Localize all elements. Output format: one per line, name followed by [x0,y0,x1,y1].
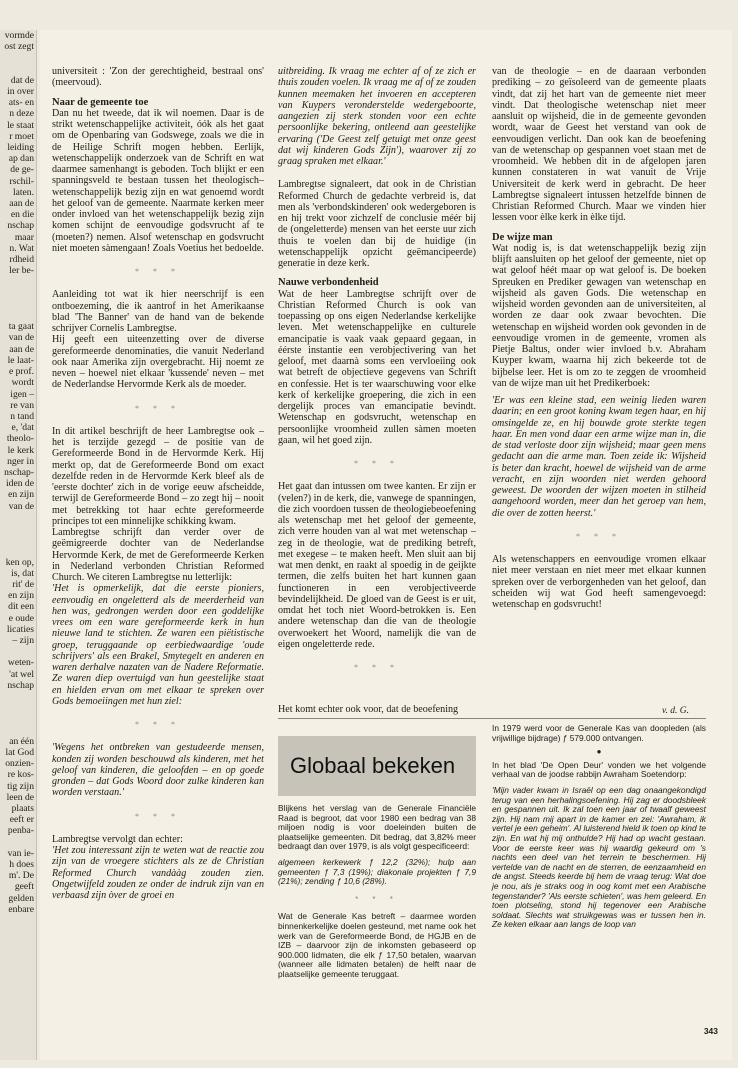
strip-line: 'at wel [9,668,34,680]
author-signature: v. d. G. [662,706,689,716]
strip-line: nger in [7,455,34,467]
strip-line: nschap [7,679,34,691]
paragraph: Aanleiding tot wat ik hier neerschrijf is een ontboezeming, die ik aantrof in het Amerikaanse blad 'The Banner' van de hand van de bekende schrijver Cornelis Lambregtse. [52,289,264,334]
section-divider: * * * [135,267,181,276]
strip-line: igen – [10,388,34,400]
strip-line: penba- [7,825,34,837]
strip-line [0,64,36,75]
budget-breakdown: algemeen kerkewerk ƒ 12,2 (32%); hulp aan gemeenten ƒ 7,3 (19%); diakonale projekten ƒ 7,9 (21%); zending ƒ 10,6 (28%). [278,856,476,887]
paragraph: In het blad 'De Open Deur' vonden we het volgende verhaal van de joodse rabbijn Awraham Soetendorp: [492,759,706,780]
column-2 [278,66,476,685]
paragraph: Blijkens het verslag van de Generale Financiële Raad is begroot, dat voor 1980 een bedrag van 38 miljoen nodig is voor doeleinden buiten de plaatselijke gemeenten. Dit bedrag, dat 3,82% meer bedraagt dan over 1979, is als volgt gespecificeerd: [278,803,476,852]
box-column-1 [278,804,476,980]
divider-rule [278,718,706,719]
paragraph-end: Het komt echter ook voor, dat de beoefening [278,704,459,715]
section-divider: * * * [135,720,181,729]
strip-line: weten- [7,657,34,669]
strip-line: onzien- [5,758,34,770]
section-divider: * * * [354,459,400,468]
strip-line: plaats [11,803,34,815]
strip-line: r moet [9,130,34,142]
strip-line: re kos- [7,769,34,781]
strip-line: n tand [10,410,34,422]
bullet-divider: ● [596,747,602,757]
page-number: 343 [703,1026,718,1036]
strip-line: van de [8,332,34,344]
paragraph: van de theologie – en de daaraan verbonden prediking – zo geïsoleerd van de gemeente plaats vindt, dat zij het hart van de gemeente niet meer vindt. Dat theologische wetenschap niet meer aansluit op wijsheid, die in de gemeente gevonden wordt, waar de Geest het verstand van ook de eenvoudigen verlicht. Dan ook kan de beoefening van de wetenschap op gespannen voet staan met de vroomheid. We hebben dit in de afgelopen jaren kunnen constateren in wat vanuit de Vrije Universiteit de kerk werd in gebracht. De heer Lambregtse signaleert intussen hetzelfde binnen de Christian Reformed Church. Maar we vinden hier lessen voor èlke kerk in èlke tijd. [492,66,706,224]
strip-line: nschap [7,220,34,232]
strip-line: van ie- [7,847,34,859]
strip-line: e oude [8,612,34,624]
strip-line [0,713,36,724]
strip-line [0,725,36,736]
strip-line: tig zijn [7,780,34,792]
strip-line [0,646,36,657]
paragraph: Hij geeft een uiteenzetting over de diverse gereformeerde denominaties, die vanuit Nederland ook naar Amerika zijn overgebracht. Hij noemt ze neven – hoewel niet elkaar 'kussende' neven – met de Nederlandse Hervormde Kerk als de moeder. [52,334,264,391]
strip-line: leen de [6,791,34,803]
strip-line: – zijn [12,634,34,646]
strip-line: rdheid [9,254,34,266]
strip-line: van de [8,500,34,512]
section-divider: * * * [576,531,622,541]
strip-line: e prof. [8,366,34,378]
strip-line: leiding [7,142,34,154]
paragraph: In 1979 werd voor de Generale Kas van doopleden (als vrijwillige bijdrage) ƒ 579.000 ontvangen. [492,723,706,743]
paragraph: Lambregtse signaleert, dat ook in de Christian Reformed Church de gedachte verbreid is, dat men als 'verbondskinderen' ook wedergeboren is en hij trekt voor zichzelf de conclusie méér bij de (ongeletterde) mensen van het eerste uur zich thuis te voelen dan bij de huidige (in wetenschappelijk opzicht geëmancipeerde) generatie in deze kerk. [278,179,476,269]
paragraph: Dan nu het tweede, dat ik wil noemen. Daar is de strikt wetenschappelijke activiteit, óók als het gaat om de Openbaring van Godswege, zoals we die in de Heilige Schrift mogen hebben. Eerlijk, wetenschappelijk onderzoek van de Schrift en wat daarmee samenhangt is geboden. Toch blijkt er een spanningsveld te bestaan tussen het theologisch–wetenschappelijk bezig zijn en wat genoemd wordt het geloof van de gemeente. Naarmate kerken meer onder invloed van het wetenschappelijk bezig zijn komen schijnt de eenvoudige godsvrucht af te (moeten?) nemen. Alsof wetenschap en godsvrucht niet moeten sàmengaan! Zoals Voetius het bedoelde. [52,107,264,254]
strip-line: an één [9,735,34,747]
strip-line: n. Wat [9,242,34,254]
strip-line: aan de [9,343,34,355]
strip-line: ken op, [5,556,34,568]
box-column-2 [492,724,706,930]
box-title: Globaal bekeken [290,753,456,778]
section-divider: * * * [135,403,181,413]
paragraph: Wat de heer Lambregtse schrijft over de Christian Reformed Church is ook van toepassing op ons eigen Nederlandse kerkelijke leven. Met wetenschappelijke en culturele emancipatie is vaak vaak gepaard gegaan, in éérste instantie een verobjectivering van het geloof, met daarnà soms een vervloeiing ook wat betreft de objectieve gegevens van Schrift en confessie. Het is ter waarschuwing voor elke kerk of kerkelijke groepering, die zich in een dergelijk proces van emancipatie bevindt. Wetenschap en godsvrucht, wetenschap en persoonlijke vroomheid zullen sàmen moeten gaan, wil het goed zijn. [278,288,476,446]
strip-line: theolo- [6,433,34,445]
strip-line [0,288,36,299]
strip-line: is, dat [11,567,34,579]
paragraph: Het gaat dan intussen om twee kanten. Er zijn er (velen?) in de kerk, die, vanwege de spanningen, die zich voordoen tussen de theologiebeoefening als wetenschap met het geloof der gemeente, zich verre houden van al wat met wetenschap – zeg in de theologie, wat de prediking betreft, met exegese – te maken heeft. Men sluit aan bij wat men denkt, en raakt al spoedig in de geijkte termen, die zelfs buiten het hart kunnen gaan functioneren in een verobjectiveerde bevindelijkheid. De gloed van de Geest is er uit, omdat het toch niet Woord-betrokken is. Een andere wetenschap dan die van de theologie overwoekert het Woord, namelijk die van de eigen ongeletterde rede. [278,481,476,650]
paragraph: Wat nodig is, is dat wetenschappelijk bezig zijn blijft aansluiten op het geloof der gemeente, niet op wat geloof héét maar op wat geloof is. De boeken Spreuken en Prediker gewagen van wetenschap en wijsheid als gaven Gods. Die wetenschap en wijsheid worden gevonden aan de universiteiten, al worden ze daar ook zwaar bevochten. Die wetenschap en wijsheid worden ook gevonden in de eenvoudige vromen in de gemeente, vromen als Pietje Baltus, onder wier invloed b.v. Abraham Kuyper kwam, waarna hij zich bekeerde tot de bijbelse leer. Het is om zo te zeggen de vroomheid van de wijze man uit het Predikerboek: [492,242,706,389]
strip-line: in over [7,86,34,98]
strip-line: laten. [12,186,34,198]
strip-line [0,299,36,310]
strip-line: ost zegt [4,41,34,53]
heading-nauwe-verbondenheid: Nauwe verbondenheid [278,277,379,289]
strip-line: en zijn [8,489,34,501]
column-box-header [278,736,476,796]
strip-line: aan de [9,198,34,210]
strip-line [0,310,36,321]
strip-line: e, 'dat [11,422,34,434]
adjacent-page-strip [0,30,37,1060]
strip-line: en die [10,209,34,221]
strip-line: le kerk [7,444,34,456]
strip-line: maar [14,231,34,243]
strip-line: enbare [8,903,34,915]
strip-line: eeft er [9,814,34,826]
quote: 'Het zou interessant zijn te weten wat de reactie zou zijn van de vroegere stichters als ze de Christian Reformed Church vandààg zouden zien. Ongetwijfeld zouden ze onder de indruk zijn van en verbaasd zijn òver de groei en [52,845,264,901]
paragraph: Als wetenschappers en eenvoudige vromen elkaar niet meer verstaan en niet meer met elkaar kunnen spreken over de verborgenheden van het geloof, dan scheiden wij wat God heeft samengevoegd: wetenschap en godsvrucht! [492,554,706,610]
section-divider: * * * [135,811,181,821]
heading-naar-de-gemeente: Naar de gemeente toe [52,96,149,108]
strip-line [0,691,36,702]
paragraph: Lambregtse vervolgt dan echter: [52,833,183,845]
strip-line [0,523,36,534]
strip-line: vormde [4,30,34,41]
strip-line [0,534,36,545]
strip-line: licaties [6,623,34,635]
strip-line [0,276,36,287]
strip-line: en zijn [8,590,34,602]
strip-line [0,545,36,556]
section-divider: * * * [355,894,399,904]
strip-line: rit' de [12,578,34,590]
strip-line: gelden [8,892,34,904]
rabbi-quote: 'Mijn vader kwam in Israël op een dag onaangekondigd terug van een herhalingsoefening. Hij zag er doodsbleek en gespannen uit. Ik zal toen een jaar of twaalf geweest zijn. Hij nam mij apart in de kamer en zei: 'Awraham, ik vertel je een geheim'. Al luisterend hield ik toen op kind te zijn. En wat hij mij onthulde? Hij had op wacht gestaan. Voor de eerste keer was hij waardig gekeurd om 's nachts een deel van het terrein te beschermen. Hij vertelde van de nacht en de sterren, de eenzaamheid en de angst. Steeds keerde bij hem de vraag terug: Wat doe je nou, als je straks oog in oog komt met een Arabische tegenstander? 'Als eerste schieten', was hem geleerd. En toen plotseling, stond hij tegenover een Arabische soldaat. Slechts wat struikgewas was er tussen hen in. Ze keken elkaar aan langs de loop van [492,784,706,930]
intro-text: universiteit : 'Zon der gerechtigheid, bestraal ons' (meervoud). [52,66,264,89]
strip-line: rschil- [9,175,34,187]
strip-line [0,837,36,848]
strip-line: de ge- [10,164,34,176]
strip-line: geeft [14,881,34,893]
strip-line: dat de [10,74,34,86]
strip-line: dit een [8,601,34,613]
strip-line: lat God [5,747,34,758]
strip-line: le laat- [7,354,34,366]
strip-line: le staat [7,119,34,131]
bible-quote: 'Er was een kleine stad, een weinig lieden waren daarin; en een groot koning kwam tegen haar, en hij omsingelde ze, en hij bouwde grote sterkte tegen haar. En men vond daar een arme wijze man in, die de stad verloste door zijn wijsheid; maar geen mens gedacht aan die arme man. Toen zeide ik: Wijsheid is beter dan kracht, hoewel de wijsheid van de arme veracht, en zijn woorden niet werden gehoord geweest. De woorden der wijzen moeten in stilheid aangehoord worden, meer dan het geroep van hem, die over de zotten heerst.' [492,395,706,519]
strip-line: wordt [11,377,34,389]
paragraph: Wat de Generale Kas betreft – daarmee worden binnenkerkelijke doelen gesteund, met name ook het werk van de Gereformeerde Bond, de HGJB en de IZB – daarvoor zijn de inkomsten gebaseerd op 900.000 lidmaten, die elk ƒ 17,50 betalen, waarvan (wanneer alle lidmaten betalen) de helft naar de plaatselijke gemeente teruggaat. [278,911,476,979]
column-1 [52,66,264,901]
strip-line: n deze [9,108,34,120]
quote: 'Wegens het ontbreken van gestudeerde mensen, konden zij worden beschouwd als kinderen, met het geloof van kinderen, die geloofden – en op goede gronden – dat Gods Woord door zulke kinderen kan worden verstaan.' [52,742,264,799]
paragraph: Lambregtse schrijft dan verder over de geëmigreerde dochter van de Nederlandse Hervormde Kerk, de met de Gereformeerde Kerken in Nederland verbonden Christian Reformed Church. We citeren Lambregtse nu letterlijk: [52,527,264,583]
strip-line [0,52,36,63]
strip-line: h does [9,859,34,871]
strip-line: re van [10,399,34,411]
quote-continued: uitbreiding. Ik vraag me echter af of ze zich er thuis zouden voelen. Ik vraag me af of ze zouden kunnen meemaken het invoeren en accepteren van Kuypers veronderstelde wedergeboorte, aangezien zij sterk stonden voor een echte persoonlijke bekering, ontleend aan geestelijke ervaring ('De Geest zelf getuigt met onze geest dat wij kinderen Gods Zijn'), waarover zij zo graag spraken met elkaar.' [278,66,476,167]
strip-line: ats- en [8,97,34,109]
column-2-last-line [278,704,476,715]
strip-line [0,702,36,713]
column-3 [492,66,706,610]
strip-line: m'. De [8,870,34,882]
heading-de-wijze-man: De wijze man [492,231,553,243]
strip-line: iden de [6,478,34,490]
paragraph: In dit artikel beschrijft de heer Lambregtse ook – het is terzijde gezegd – de positie van de Gereformeerde Bond in de Hervormde Kerk. Hij merkt op, dat de Gereformeerde Bond om exact dezelfde reden in de Hervormde Kerk bleef als de 'eerste dochter' zich in de vorige eeuw afscheidde, terwijl de Gereformeerde Bond – zo zegt hij – nooit met betrekking tot haar echte gereformeerde principes tot een minnelijke schikking kwam. [52,425,264,527]
strip-line: ta gaat [8,321,34,333]
strip-line: ler be- [9,265,34,277]
strip-line: nschap- [4,466,34,478]
strip-line: ap dan [8,153,34,165]
strip-line [0,512,36,523]
quote: 'Het is opmerkelijk, dat die eerste pioniers, eenvoudig en ongeletterd als de meerderheid van hen was, gedrongen werden door een goddelijke vrees om een ware gereformeerde kerk in hun nieuwe land te stichten. Ze waren een piëtistische groep, teruggaande op eerbiedwaardige 'oude schrijvers' als een Brakel, Smytegelt en anderen en waren derhalve nazaten van de Nadere Reformatie. Ze waren diep overtuigd van hun geestelijke staat en hielden ervan om met elkaar te spreken over Gods bemoeiingen met hun ziel: [52,583,264,707]
section-divider: * * * [354,663,400,672]
